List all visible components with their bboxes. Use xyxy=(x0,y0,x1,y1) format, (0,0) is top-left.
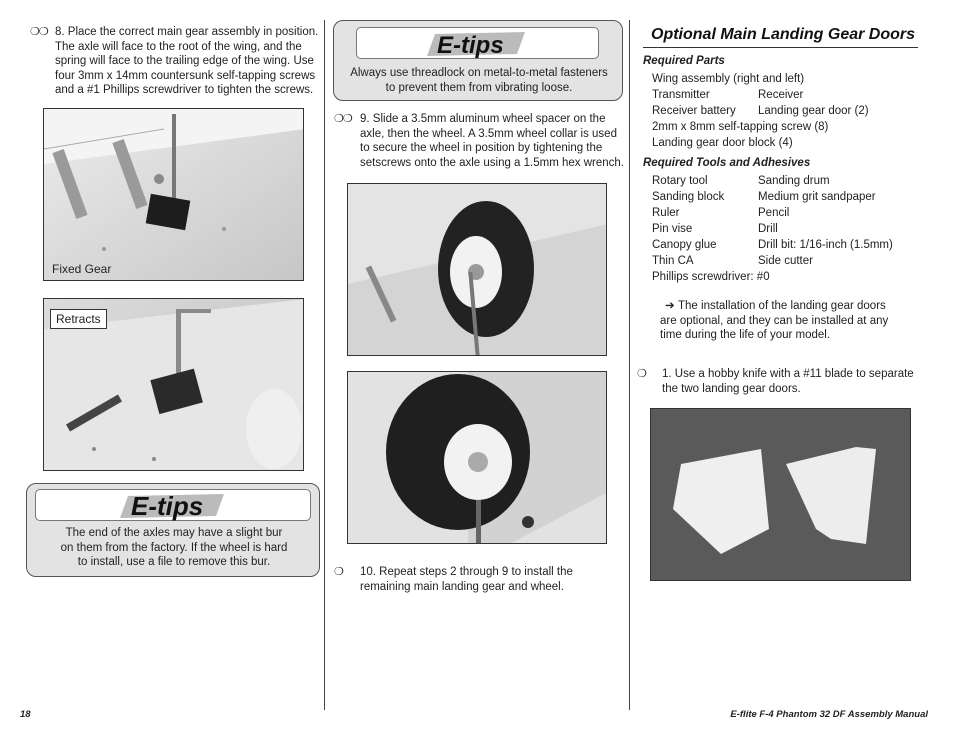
etips-logo xyxy=(35,489,311,521)
column-divider-left xyxy=(324,20,325,710)
retracts-label: Retracts xyxy=(50,309,107,329)
section-title-underline xyxy=(643,47,918,48)
tool-item: Sanding drum xyxy=(758,175,830,187)
section-title: Optional Main Landing Gear Doors xyxy=(651,26,916,43)
page-number: 18 xyxy=(20,709,31,720)
etips-logo-graphic xyxy=(36,490,312,522)
step10-checkbox: ❍ xyxy=(334,566,343,578)
note-arrow-icon: ➔ xyxy=(665,300,675,312)
etips-line: to install, use a file to remove this bur. xyxy=(77,556,271,568)
optional-note xyxy=(660,299,925,343)
step8-line: four 3mm x 14mm countersunk self-tapping screws xyxy=(55,69,316,82)
step8-checkbox: ❍❍ xyxy=(30,26,48,38)
fixed-gear-photo xyxy=(43,108,304,281)
etips-tip-text xyxy=(37,526,311,570)
note-line: are optional, and they can be installed at any xyxy=(660,314,889,327)
tool-item: Rotary tool xyxy=(652,175,708,187)
step9-text xyxy=(360,112,624,170)
step8-line: 8. Place the correct main gear assembly in position. xyxy=(55,26,319,38)
step8-text xyxy=(55,25,320,98)
column-divider-right xyxy=(629,20,630,710)
fixed-gear-illustration xyxy=(44,109,304,281)
etips-line: to prevent them from vibrating loose. xyxy=(385,81,573,94)
etips-logo-text: E-tips xyxy=(131,491,204,521)
step10-line: remaining main landing gear and wheel. xyxy=(360,580,564,593)
step1-checkbox: ❍ xyxy=(637,368,646,380)
step8-line: and a #1 Phillips screwdriver to tighten the screws. xyxy=(55,84,314,96)
part-item: Landing gear door (2) xyxy=(758,105,869,117)
etips-logo-graphic xyxy=(357,28,600,60)
gear-doors-illustration xyxy=(651,409,911,581)
tool-item: Pencil xyxy=(758,207,790,219)
gear-doors-photo xyxy=(650,408,911,581)
tool-item: Drill xyxy=(758,223,778,235)
etips-box-axle-bur xyxy=(26,483,320,577)
etips-tip-text xyxy=(340,66,618,95)
manual-title: E-flite F-4 Phantom 32 DF Assembly Manual xyxy=(730,709,928,720)
part-item: Receiver battery xyxy=(652,105,736,117)
note-line: The installation of the landing gear doors xyxy=(678,300,886,312)
part-item: Landing gear door block (4) xyxy=(652,137,793,149)
wheel-photo-side xyxy=(347,183,607,356)
wheel-front-illustration xyxy=(348,372,607,544)
tool-item: Pin vise xyxy=(652,223,693,235)
part-item: Wing assembly (right and left) xyxy=(652,73,805,85)
step9-line: axle, then the wheel. A 3.5mm wheel collar is used xyxy=(360,127,617,140)
step9-line: to secure the wheel in position by tightening the xyxy=(360,142,603,154)
step9-line: 9. Slide a 3.5mm aluminum wheel spacer on the xyxy=(360,113,606,125)
tool-item: Canopy glue xyxy=(652,239,717,251)
step9-checkbox: ❍❍ xyxy=(334,113,352,125)
tool-item: Thin CA xyxy=(652,255,694,267)
etips-line: on them from the factory. If the wheel is hard xyxy=(60,541,288,554)
required-tools-heading: Required Tools and Adhesives xyxy=(643,157,811,169)
step1-text xyxy=(662,367,932,396)
etips-logo xyxy=(356,27,599,59)
step8-line: The axle will face to the root of the wing, and the xyxy=(55,40,302,53)
step9-line: setscrews onto the axle using a 1.5mm hex wrench. xyxy=(360,156,624,169)
wheel-side-illustration xyxy=(348,184,607,356)
part-item: 2mm x 8mm self-tapping screw (8) xyxy=(652,121,829,133)
step10-line: 10. Repeat steps 2 through 9 to install the xyxy=(360,566,573,578)
part-item: Transmitter xyxy=(652,89,710,101)
tool-item: Sanding block xyxy=(652,191,725,203)
etips-line: Always use threadlock on metal-to-metal fasteners xyxy=(350,67,608,79)
step1-line: the two landing gear doors. xyxy=(662,382,801,395)
etips-box-threadlock xyxy=(333,20,623,101)
part-item: Receiver xyxy=(758,89,804,101)
tool-item: Side cutter xyxy=(758,255,813,267)
tool-item: Phillips screwdriver: #0 xyxy=(652,271,770,283)
tool-item: Drill bit: 1/16-inch (1.5mm) xyxy=(758,239,893,251)
fixed-gear-label: Fixed Gear xyxy=(52,262,112,276)
tool-item: Ruler xyxy=(652,207,680,219)
note-line: time during the life of your model. xyxy=(660,329,831,341)
tool-item: Medium grit sandpaper xyxy=(758,191,876,203)
step1-line: 1. Use a hobby knife with a #11 blade to separate xyxy=(662,368,914,380)
step8-line: spring will face to the trailing edge of the wing. Use xyxy=(55,55,314,67)
etips-line: The end of the axles may have a slight bur xyxy=(65,527,283,539)
wheel-photo-front xyxy=(347,371,607,544)
required-parts-heading: Required Parts xyxy=(643,55,725,67)
step10-text xyxy=(360,565,624,594)
etips-logo-text: E-tips xyxy=(437,32,504,59)
